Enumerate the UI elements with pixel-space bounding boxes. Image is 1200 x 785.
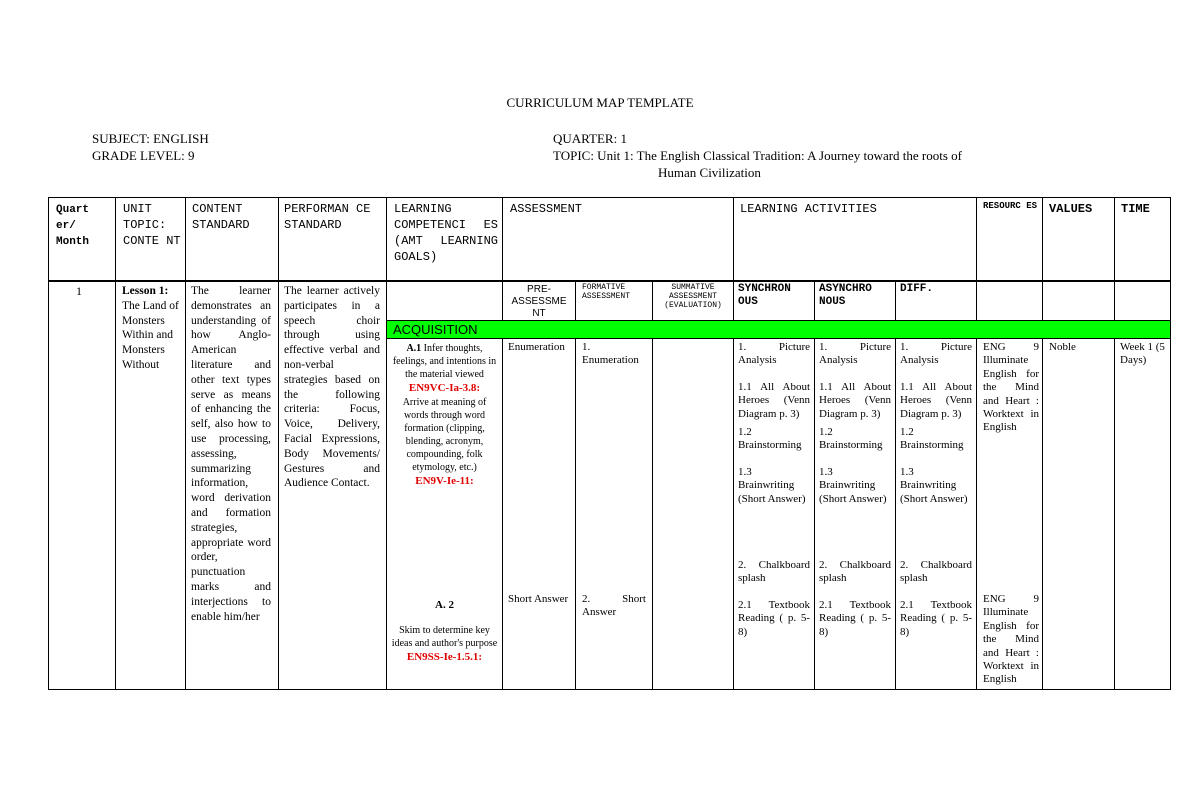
activity-1-3: 1.3 Brainwriting (Short Answer) [738,465,806,505]
acquisition-band [387,321,1170,338]
competency-a1-text2: Arrive at meaning of words through word formation (clipping, blending, acronym, compounding, folk etymology, etc.) [402,397,487,473]
activity-2-1: 2.1 Textbook Reading ( p. 5- 8) [900,598,972,638]
activity-2-1: 2.1 Textbook Reading ( p. 5- 8) [819,598,891,638]
header-content-standard: CONTENT STANDARD [192,202,250,232]
activity-2-1: 2.1 Textbook Reading ( p. 5- 8) [738,598,810,638]
header-summative: SUMMATIVE ASSESSMENT (EVALUATION) [664,283,722,310]
grade-level-label: GRADE LEVEL: 9 [92,148,195,163]
competency-a2-text: Skim to determine key ideas and author's purpose [391,625,498,649]
activity-1-3: 1.3 Brainwriting (Short Answer) [900,465,968,505]
activity-1-1: 1.1 All About Heroes (Venn Diagram p. 3) [738,380,810,420]
activity-1: 1. Picture Analysis [900,341,972,367]
activity-2: 2. Chalkboard splash [900,559,972,585]
quarter-label: QUARTER: 1 [553,131,627,146]
header-diff: DIFF. [900,283,934,295]
quarter-value: 1 [76,284,82,298]
content-standard-text: The learner demonstrates an understanding of how Anglo-American literature and other text types serve as means of enhancing the self, also how to use processing, assessing, summarizing information, word derivation and formation strategies, appropriate word order, punctuation marks and interjections to enable him/her [191,285,271,623]
header-values: VALUES [1049,202,1093,216]
header-learning-activities: LEARNING ACTIVITIES [740,202,877,216]
competency-a1-code2: EN9V-Ie-11: [415,475,474,487]
values-text: Noble [1049,341,1076,353]
header-time: TIME [1121,202,1150,216]
competency-a2-code: EN9SS-Ie-1.5.1: [406,651,483,663]
lesson-cell [122,284,184,373]
activity-1: 1. Picture Analysis [819,341,891,367]
header-quarter-month: Quart er/ Month [56,204,90,248]
formative-1: 1. Enumeration [582,341,639,366]
header-assessment: ASSESSMENT [510,202,583,216]
acquisition-label: ACQUISITION [393,322,478,337]
lesson-label: Lesson 1: [122,285,169,297]
competency-a2-label: A. 2 [435,599,454,611]
header-asynchronous: ASYNCHRO NOUS [819,283,872,308]
performance-standard-text: The learner actively participates in a speech choir through using effective verbal and non-verbal strategies based on the following criteria: Focus, Voice, Delivery, Facial Expressions, Body Movements/ Gestures and Audience Contact. [284,285,380,490]
header-learning-competencies: LEARNING COMPETENCI ES (AMT LEARNING GOALS) [394,202,498,264]
topic-line-1: TOPIC: Unit 1: The English Classical Tradition: A Journey toward the roots of [553,148,963,163]
formative-2: 2. Short Answer [582,593,646,618]
lesson-title: The Land of Monsters Within and Monsters Without [122,299,179,371]
topic-line-2: Human Civilization [658,165,761,180]
activity-1: 1. Picture Analysis [738,341,810,367]
header-resources: RESOURC ES [983,201,1038,211]
pre-assessment-2: Short Answer [508,593,569,605]
activity-1-1: 1.1 All About Heroes (Venn Diagram p. 3) [819,380,891,420]
document-title: CURRICULUM MAP TEMPLATE [506,95,694,110]
resource-2: ENG 9 Illuminate English for the Mind and Heart : Worktext in English [983,593,1039,686]
activity-1-1: 1.1 All About Heroes (Venn Diagram p. 3) [900,380,972,420]
competency-a2 [391,598,498,664]
competency-a1-text: Infer thoughts, feelings, and intentions in the material viewed [392,343,497,380]
activities-asynchronous [819,341,891,639]
activity-1-2: 1.2 Brainstorming [900,426,964,452]
activities-synchronous [738,341,810,639]
activity-1-2: 1.2 Brainstorming [738,426,802,452]
competency-a1-code: EN9VC-Ia-3.8: [408,382,481,394]
header-formative: FORMATIVE ASSESSMENT [582,283,631,301]
header-synchronous: SYNCHRON OUS [738,283,791,308]
competency-a1 [391,342,498,489]
time-text: Week 1 (5 Days) [1120,341,1165,366]
activities-diff [900,341,972,639]
competency-a1-label: A.1 [406,343,422,354]
resource-1: ENG 9 Illuminate English for the Mind and Heart : Worktext in English [983,341,1039,434]
activity-1-2: 1.2 Brainstorming [819,426,883,452]
activity-2: 2. Chalkboard splash [819,559,891,585]
activity-1-3: 1.3 Brainwriting (Short Answer) [819,465,887,505]
header-unit-topic: UNIT TOPIC: CONTE NT [123,202,181,248]
pre-assessment-1: Enumeration [508,341,565,353]
activity-2: 2. Chalkboard splash [738,559,810,585]
header-pre-assessment: PRE-ASSESSME NT [511,284,567,319]
subject-label: SUBJECT: ENGLISH [92,131,209,146]
header-performance-standard: PERFORMAN CE STANDARD [284,202,371,232]
